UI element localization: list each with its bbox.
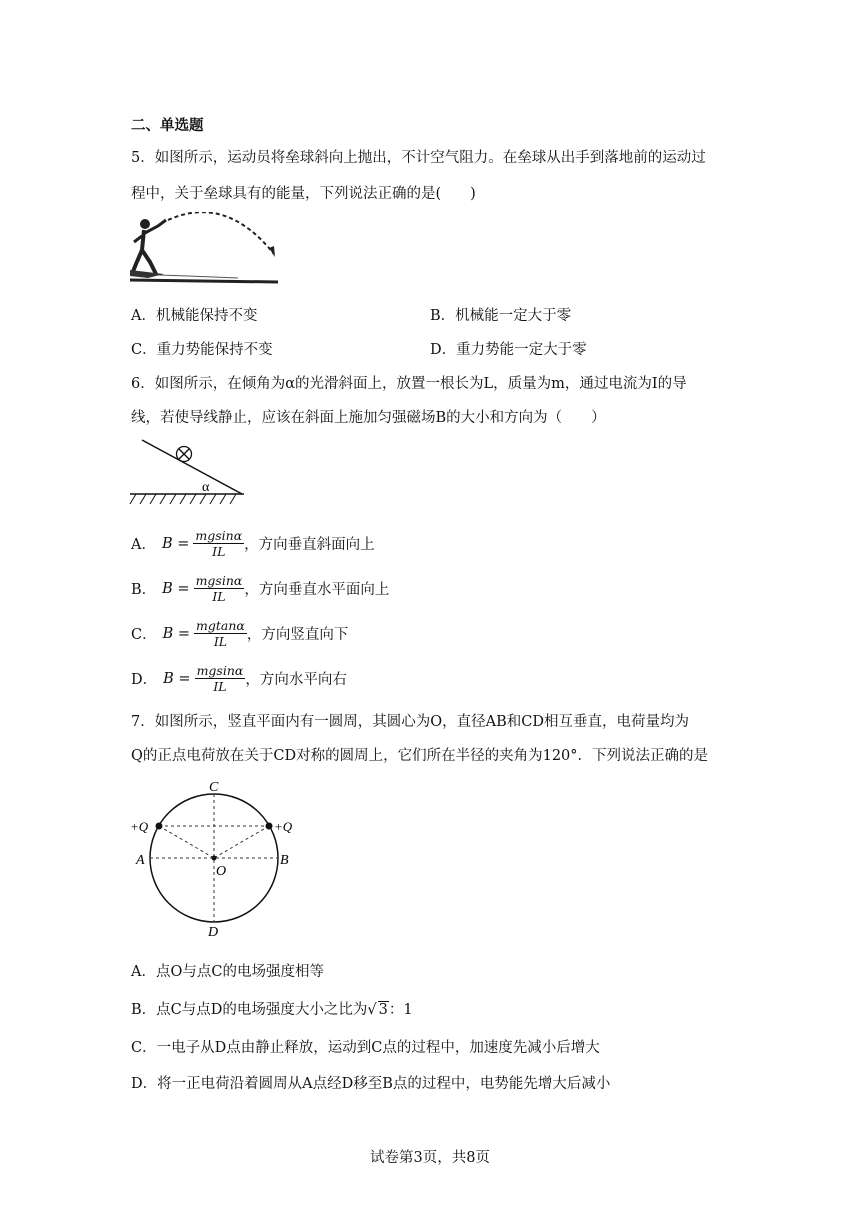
q7-stem-line1: 7．如图所示，竖直平面内有一圆周，其圆心为O，直径AB和CD相互垂直，电荷量均为 [131, 714, 689, 730]
q5-option-a: A．机械能保持不变 [131, 308, 258, 324]
q6-stem-line2: 线，若使导线静止，应该在斜面上施加匀强磁场B的大小和方向为（ ） [131, 410, 606, 426]
formula-lhs: B = [162, 580, 190, 597]
formula-numerator: mgsinα [195, 573, 243, 588]
q6-figure-incline [128, 438, 248, 510]
option-letter: D． [131, 672, 158, 688]
q6-option-c [131, 618, 348, 649]
option-text: ，方向竖直向下 [246, 627, 349, 643]
page-footer: 试卷第3页，共8页 [370, 1150, 490, 1166]
label-b: B [280, 853, 289, 868]
label-d: D [208, 925, 219, 940]
label-c: C [209, 780, 219, 795]
formula-lhs: B = [161, 535, 190, 552]
formula-lhs: B = [163, 670, 191, 687]
formula-fraction [194, 573, 245, 604]
option-letter: C． [131, 627, 157, 643]
q5-stem-line2: 程中，关于垒球具有的能量，下列说法正确的是( ) [131, 186, 476, 202]
formula-numerator: mgtanα [196, 618, 245, 633]
option-b-ratio: ：1 [388, 1002, 413, 1018]
charge-left-dot [156, 823, 163, 830]
center-dot [212, 856, 217, 861]
label-a: A [136, 853, 145, 868]
q5-option-c: C．重力势能保持不变 [131, 342, 273, 358]
q7-figure-circle [128, 776, 300, 944]
sqrt-sign: √ [367, 1002, 377, 1018]
q5-option-d: D．重力势能一定大于零 [430, 342, 587, 358]
formula-denominator: IL [212, 544, 226, 559]
q7-option-a: A．点O与点C的电场强度相等 [131, 964, 324, 980]
option-text: ，方向垂直水平面向上 [244, 582, 390, 598]
section-title: 二、单选题 [131, 118, 204, 134]
label-q-right: +Q [274, 819, 293, 834]
formula-numerator: mgsinα [195, 528, 243, 543]
q6-option-d [131, 663, 347, 694]
option-letter: A． [131, 537, 156, 553]
q6-option-b [131, 573, 389, 604]
q6-option-a [131, 528, 375, 559]
q7-option-c: C．一电子从D点由静止释放，运动到C点的过程中，加速度先减小后增大 [131, 1040, 600, 1056]
formula-numerator: mgsinα [196, 663, 244, 678]
q6-stem-line1: 6．如图所示，在倾角为α的光滑斜面上，放置一根长为L，质量为m，通过电流为I的导 [131, 376, 687, 392]
formula-denominator: IL [213, 634, 228, 649]
option-letter: B． [131, 582, 157, 598]
option-text: ，方向垂直斜面向上 [244, 537, 375, 553]
formula-fraction [195, 663, 246, 694]
formula-fraction [194, 618, 247, 649]
q5-stem-line1: 5．如图所示，运动员将垒球斜向上抛出，不计空气阻力。在垒球从出手到落地前的运动过 [131, 150, 706, 166]
q7-option-b [131, 998, 413, 1019]
incline-angle-label: α [202, 480, 210, 495]
label-q-left: +Q [130, 819, 149, 834]
q7-option-d: D．将一正电荷沿着圆周从A点经D移至B点的过程中，电势能先增大后减小 [131, 1076, 611, 1092]
formula-denominator: IL [212, 589, 226, 604]
label-o: O [216, 864, 227, 879]
q5-figure-softball-throw [128, 212, 284, 288]
formula-lhs: B = [162, 625, 191, 642]
option-b-text: B．点C与点D的电场强度大小之比为 [131, 1002, 368, 1018]
formula-fraction [193, 528, 244, 559]
current-into-page-icon [177, 447, 192, 462]
q7-stem-line2: Q的正点电荷放在关于CD对称的圆周上，它们所在半径的夹角为120°．下列说法正确的是 [131, 748, 709, 764]
sqrt-value: 3 [378, 1002, 388, 1018]
q5-option-b: B．机械能一定大于零 [430, 308, 572, 324]
formula-denominator: IL [213, 679, 227, 694]
charge-right-dot [266, 823, 273, 830]
option-text: ，方向水平向右 [245, 672, 347, 688]
